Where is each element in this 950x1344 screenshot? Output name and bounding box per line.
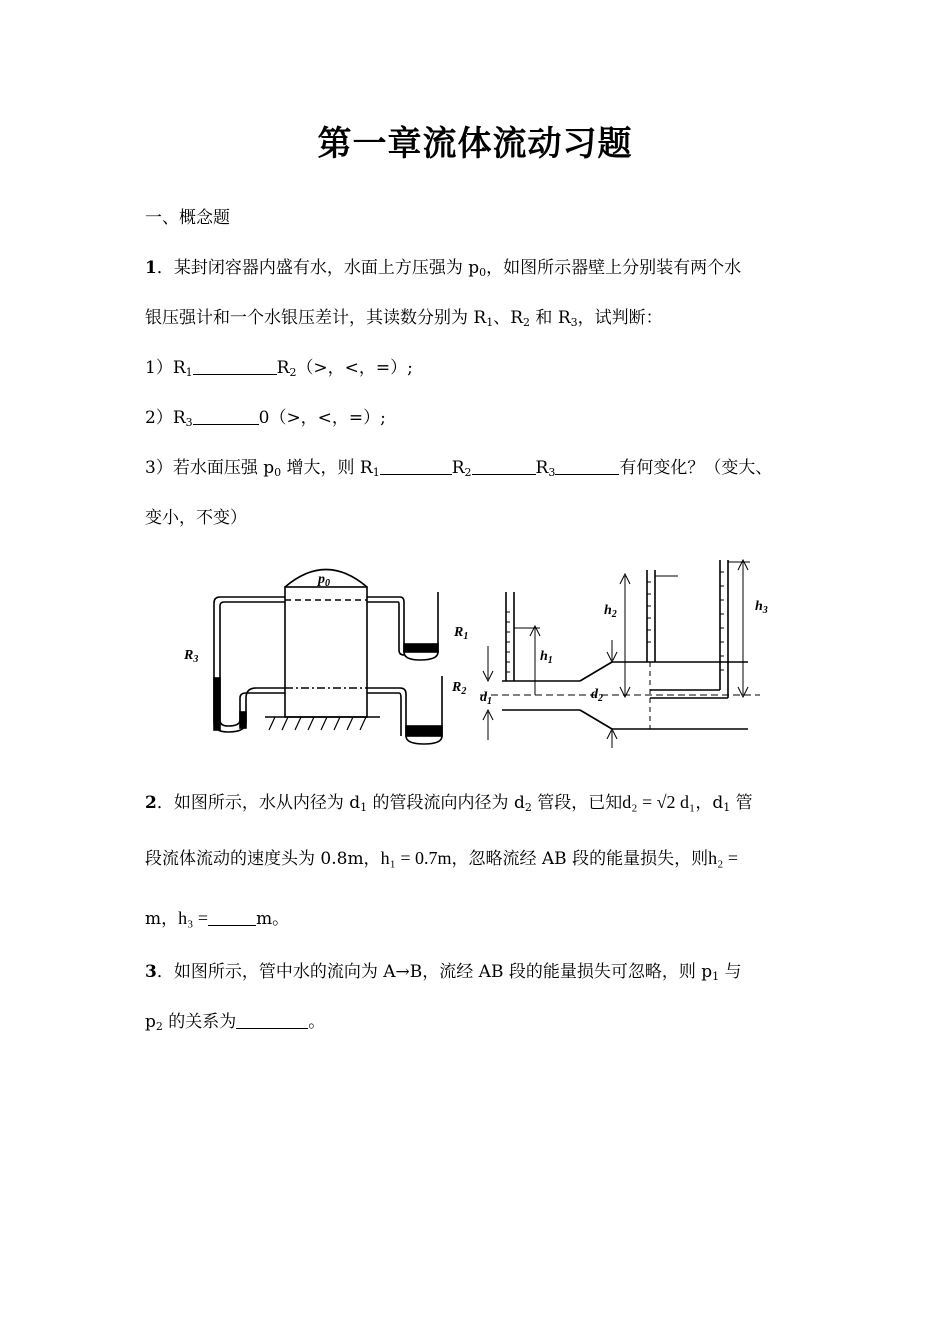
svg-text:R1: $R_1$ xyxy=(454,625,469,642)
pipe-labels xyxy=(480,599,768,707)
answer-blank[interactable] xyxy=(193,358,277,375)
svg-text:h3: $h_3$ xyxy=(755,599,768,616)
q2-line3: m，h₃ = m。 xyxy=(145,908,290,929)
q1-line1: 1．某封闭容器内盛有水，水面上方压强为 $p_0$，如图所示器壁上分别装有两个水 xyxy=(145,258,742,279)
q1-sub1: $1)R_1$ $R_2(>$，<，=）; xyxy=(145,358,413,379)
q3-line2: $p_2$ 的关系为 。 xyxy=(145,1012,326,1033)
answer-blank[interactable] xyxy=(208,909,256,926)
formula-h2: h₂ = xyxy=(708,848,739,868)
svg-text:h2: $h_2$ xyxy=(604,603,617,620)
figure xyxy=(180,552,770,752)
tank-labels xyxy=(183,572,468,697)
svg-text:d2: $d_2$ xyxy=(591,687,603,704)
answer-blank[interactable] xyxy=(236,1012,308,1029)
formula-h1: h₁ = 0.7m xyxy=(380,848,452,868)
pipe-figure xyxy=(480,560,760,748)
q2-line2: 段流体流动的速度头为 0.8m，h₁ = 0.7m，忽略流经 AB 段的能量损失，则h₂ = xyxy=(145,848,739,869)
svg-text:d1: $d_1$ xyxy=(480,690,492,707)
q3-number: 3 xyxy=(145,962,157,982)
q3-line1: 3．如图所示，管中水的流向为 A→B，流经 AB 段的能量损失可忽略，则 $p_1$ 与 xyxy=(145,962,742,983)
q1-sub2: $2)R_3$ 0（>，<，=）; xyxy=(145,408,386,429)
answer-blank[interactable] xyxy=(472,458,536,475)
svg-text:R2: $R_2$ xyxy=(452,680,467,697)
formula-d2: d₂ = √2 d₁ xyxy=(622,792,696,812)
q1-sub3: 3）若水面压强 $p_0$ 增大，则 $R_1$ $R_2$ $R_3$ 有何变化？（变大、 xyxy=(145,458,773,479)
answer-blank[interactable] xyxy=(380,458,452,475)
page-title: 第一章流体流动习题 xyxy=(317,124,633,164)
formula-h3: h₃ = xyxy=(178,908,209,928)
q1-text: ．某封闭容器内盛有水，水面上方压强为 p xyxy=(156,258,480,278)
q1-line2: 银压强计和一个水银压差计，其读数分别为 $R_1$、$R_2$ 和 $R_3$，试判断： xyxy=(145,308,663,329)
q2-line1: 2．如图所示，水从内径为 $d_1$ 的管段流向内径为 $d_2$ 管段，已知d₂ = √2 d₁，$d_1$ 管 xyxy=(145,792,753,814)
svg-text:p0: $p_0$ xyxy=(318,572,330,589)
answer-blank[interactable] xyxy=(193,408,259,425)
q2-number: 2 xyxy=(145,793,157,813)
section-heading: 一、概念题 xyxy=(145,208,230,228)
q1-number: 1 xyxy=(145,258,157,278)
q1-sub3-cont: 变小，不变） xyxy=(145,508,247,528)
svg-text:h1: $h_1$ xyxy=(540,649,553,666)
tank-figure xyxy=(214,570,442,745)
answer-blank[interactable] xyxy=(555,458,619,475)
svg-text:R3: $R_3$ xyxy=(184,648,199,665)
